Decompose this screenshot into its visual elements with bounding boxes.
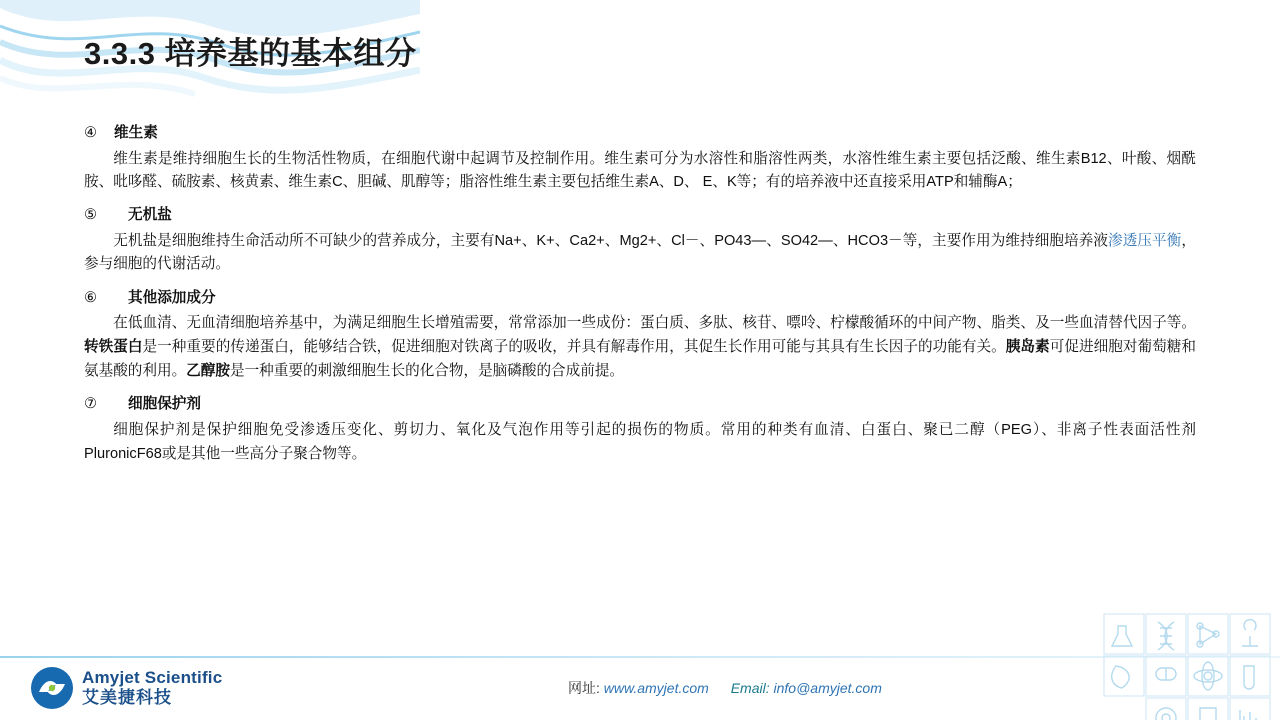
page-title: 3.3.3 培养基的基本组分 [84,36,417,71]
logo-text-block [82,668,222,707]
rich-run-4: 可促进细胞对葡萄糖和氨基酸的利用。 [84,339,1196,379]
footer-divider [0,656,1280,658]
section-heading-6 [84,287,1196,311]
section-marker-4: ④ [84,125,98,141]
section-title-5: 无机盐 [128,206,172,223]
section-heading-4 [84,122,1196,146]
section-body-6 [84,312,1196,383]
section-title-4: 维生素 [114,125,158,141]
amyjet-logo-icon [30,666,74,710]
email-label: Email: [730,680,770,696]
website-link[interactable]: www.amyjet.com [603,680,709,696]
section-marker-6: ⑥ [84,289,98,306]
rich-run-1: 转铁蛋白 [84,339,143,356]
slide-content [84,122,1196,470]
rich-run-3: 胰岛素 [1005,339,1050,356]
decorative-icon-grid [960,610,1280,720]
section-title-6: 其他添加成分 [128,289,216,306]
rich-run-6: 是一种重要的刺激细胞生长的化合物，是脑磷酸的合成前提。 [229,362,625,379]
section-body-5-tail: ，参与细胞的代谢活动。 [84,232,1196,273]
footer-contact [568,678,882,698]
company-logo [30,666,222,710]
rich-run-0: 在低血清、无血清细胞培养基中，为满足细胞生长增殖需要，常常添加一些成份：蛋白质、多肽、核苷、嘌呤、柠檬酸循环的中间产物、脂类、及一些血清替代因子等。 [113,315,1196,332]
section-marker-7: ⑦ [84,396,98,413]
section-marker-5: ⑤ [84,206,98,223]
section-heading-5 [84,204,1196,228]
email-link[interactable]: info@amyjet.com [773,680,882,696]
section-body-4: 维生素是维持细胞生长的生物活性物质，在细胞代谢中起调节及控制作用。维生素可分为水溶性和脂溶性两类，水溶性维生素主要包括泛酸、维生素B12、叶酸、烟酰胺、吡哆醛、硫胺素、核黄素、维生素C、胆碱、肌醇等；脂溶性维生素主要包括维生素A、D、 E、K等；有的培养液中还直接采用ATP和辅酶A； [84,150,1196,191]
logo-text-en: Amyjet Scientific [82,668,223,688]
logo-text-cn: 艾美捷科技 [82,688,172,707]
website-label: 网址: [568,680,600,696]
section-body-5 [84,230,1196,277]
highlight-osmotic-balance: 渗透压平衡 [1108,232,1182,249]
section-body-7: 细胞保护剂是保护细胞免受渗透压变化、剪切力、氧化及气泡作用等引起的损伤的物质。常用的种类有血清、白蛋白、聚已二醇（PEG）、非离子性表面活性剂PluronicF68或是其他一些高分子聚合物等。 [84,422,1196,462]
rich-run-2: 是一种重要的传递蛋白，能够结合铁，促进细胞对铁离子的吸收，并具有解毒作用，其促生长作用可能与其具有生长因子的功能有关。 [142,339,1006,356]
section-heading-7 [84,393,1196,417]
rich-run-5: 乙醇胺 [186,362,230,379]
section-body-5-text: 无机盐是细胞维持生命活动所不可缺少的营养成分，主要有Na+、K+、Ca2+、Mg2+、Cl－、PO43—、SO42—、HCO3－等，主要作用为维持细胞培养液 [113,232,1109,249]
section-title-7: 细胞保护剂 [128,396,201,413]
